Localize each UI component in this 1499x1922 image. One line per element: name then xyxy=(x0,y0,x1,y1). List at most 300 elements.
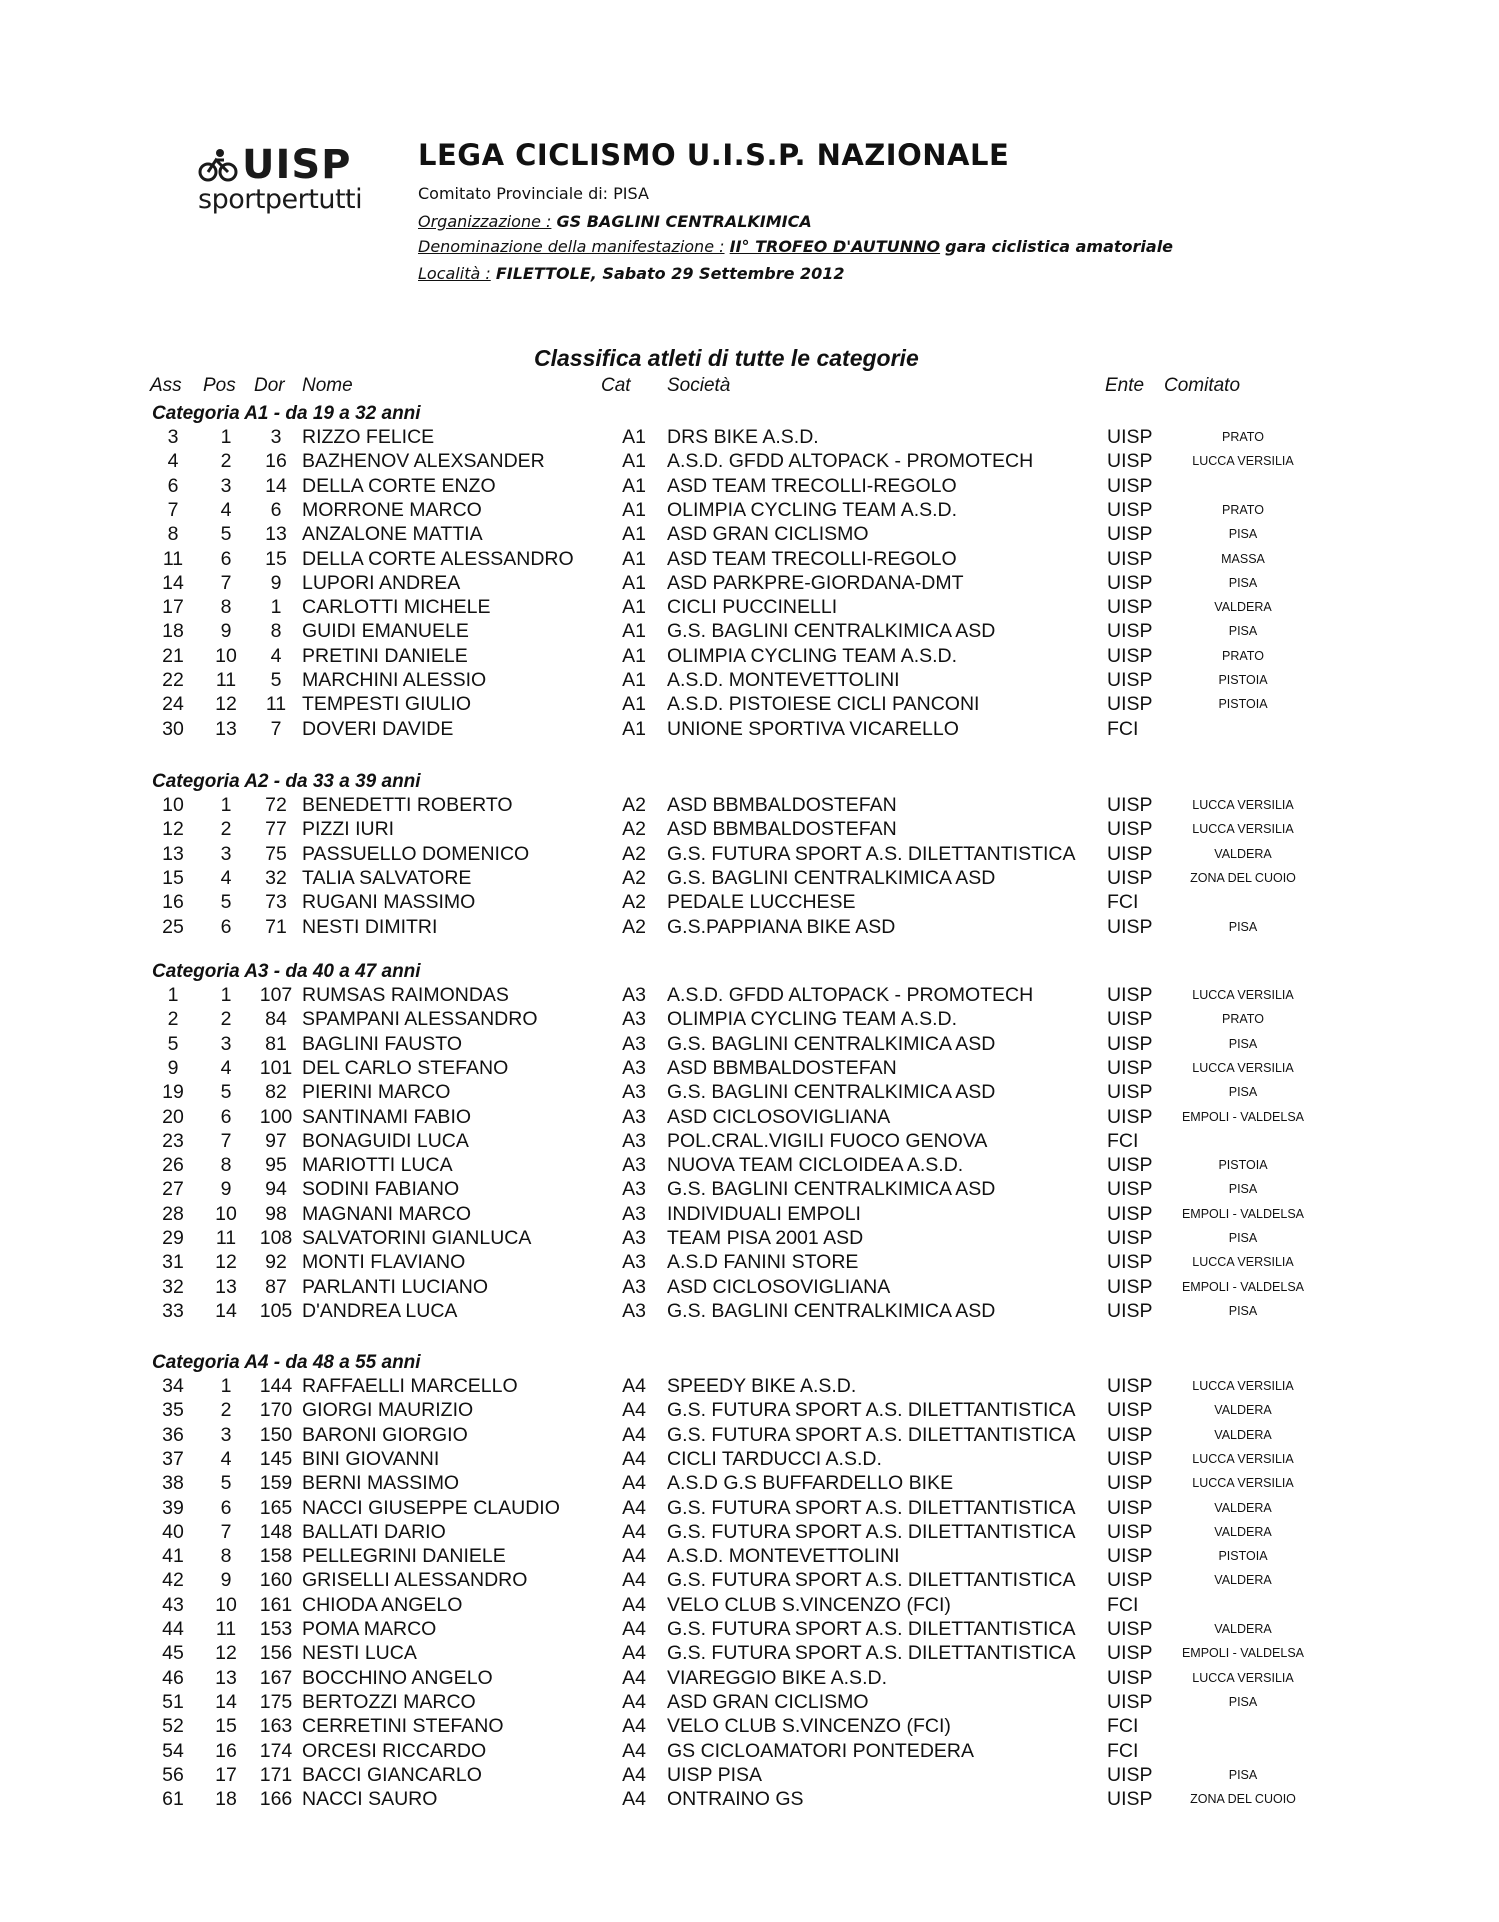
cell-nome: NESTI LUCA xyxy=(302,1642,417,1665)
table-row xyxy=(0,1423,1499,1447)
logo-tagline: sportpertutti xyxy=(198,184,363,215)
cell-dor: 150 xyxy=(259,1423,293,1446)
cell-societa: G.S. FUTURA SPORT A.S. DILETTANTISTICA xyxy=(667,1496,1076,1519)
cell-societa: ASD TEAM TRECOLLI-REGOLO xyxy=(667,474,957,497)
denominazione-value: II° TROFEO D'AUTUNNO xyxy=(729,237,941,256)
cell-ente: UISP xyxy=(1107,1399,1153,1422)
cell-dor: 5 xyxy=(270,669,282,691)
cell-ass: 1 xyxy=(167,984,179,1006)
table-row xyxy=(0,1641,1499,1665)
table-row xyxy=(0,793,1499,817)
cell-ente: UISP xyxy=(1107,1763,1153,1786)
cell-pos: 8 xyxy=(220,1545,232,1568)
col-pos: Pos xyxy=(203,375,236,396)
cell-nome: DOVERI DAVIDE xyxy=(302,717,454,740)
cell-ente: UISP xyxy=(1107,1520,1153,1543)
organizzazione-label: Organizzazione : xyxy=(418,212,552,231)
cell-dor: 1 xyxy=(270,596,282,619)
cell-cat: A4 xyxy=(622,1496,646,1519)
cell-comitato: LUCCA VERSILIA xyxy=(1192,1379,1294,1393)
cell-ass: 38 xyxy=(162,1472,184,1495)
cell-pos: 8 xyxy=(220,1154,232,1177)
cell-ass: 56 xyxy=(162,1763,184,1786)
cell-cat: A4 xyxy=(622,1666,646,1689)
cell-ass: 9 xyxy=(167,1056,179,1079)
cell-dor: 171 xyxy=(259,1763,293,1786)
cell-pos: 9 xyxy=(220,1178,232,1201)
cell-dor: 7 xyxy=(270,717,282,740)
cell-ass: 16 xyxy=(162,891,184,914)
cell-ass: 46 xyxy=(162,1666,184,1689)
category-header: Categoria A4 - da 48 a 55 anni xyxy=(152,1352,421,1373)
cell-ass: 29 xyxy=(162,1227,184,1249)
table-row xyxy=(0,717,1499,741)
cell-pos: 11 xyxy=(215,1618,237,1640)
cell-ass: 34 xyxy=(162,1375,184,1397)
cell-cat: A3 xyxy=(622,1129,646,1152)
cell-cat: A3 xyxy=(622,1105,646,1128)
cell-cat: A1 xyxy=(622,669,646,691)
cell-nome: DELLA CORTE ENZO xyxy=(302,474,496,497)
cell-nome: SALVATORINI GIANLUCA xyxy=(302,1227,532,1249)
cell-ente: UISP xyxy=(1107,620,1153,643)
table-row xyxy=(0,1568,1499,1592)
localita-value: FILETTOLE, Sabato 29 Settembre 2012 xyxy=(495,264,845,283)
col-ass: Ass xyxy=(150,375,182,396)
cell-nome: LUPORI ANDREA xyxy=(302,571,461,594)
cell-ente: FCI xyxy=(1107,1593,1139,1616)
table-row xyxy=(0,1690,1499,1714)
cell-cat: A4 xyxy=(622,1545,646,1568)
cell-comitato: PISTOIA xyxy=(1218,697,1268,712)
cell-pos: 16 xyxy=(215,1739,237,1762)
cell-dor: 100 xyxy=(259,1105,293,1128)
cell-dor: 77 xyxy=(265,818,287,841)
cell-pos: 17 xyxy=(215,1763,237,1786)
cell-pos: 9 xyxy=(220,1569,232,1592)
cell-cat: A4 xyxy=(622,1715,646,1738)
cell-cat: A4 xyxy=(622,1642,646,1665)
cell-ente: UISP xyxy=(1107,1202,1153,1225)
cell-cat: A3 xyxy=(622,1056,646,1079)
cell-societa: CICLI PUCCINELLI xyxy=(667,596,838,619)
table-row xyxy=(0,692,1499,716)
cell-societa: G.S. BAGLINI CENTRALKIMICA ASD xyxy=(667,1299,996,1322)
cell-pos: 15 xyxy=(215,1715,237,1738)
cell-ente: UISP xyxy=(1107,1008,1153,1031)
cell-ass: 52 xyxy=(162,1715,184,1738)
cell-nome: RUMSAS RAIMONDAS xyxy=(302,984,509,1006)
cell-nome: CARLOTTI MICHELE xyxy=(302,596,491,619)
cell-pos: 14 xyxy=(215,1690,237,1713)
cell-comitato: PRATO xyxy=(1222,648,1264,663)
cell-ente: UISP xyxy=(1107,1447,1153,1470)
cell-comitato: VALDERA xyxy=(1214,600,1272,615)
cell-cat: A1 xyxy=(622,717,646,740)
table-row xyxy=(0,1374,1499,1398)
cell-dor: 101 xyxy=(259,1056,293,1079)
cell-comitato: PRATO xyxy=(1222,1012,1264,1027)
cell-cat: A3 xyxy=(622,1251,646,1274)
cell-cat: A4 xyxy=(622,1618,646,1640)
table-row xyxy=(0,1666,1499,1690)
cell-societa: G.S.PAPPIANA BIKE ASD xyxy=(667,915,896,938)
table-row xyxy=(0,668,1499,692)
cell-societa: G.S. BAGLINI CENTRALKIMICA ASD xyxy=(667,1081,996,1104)
table-row xyxy=(0,1080,1499,1104)
cell-ass: 6 xyxy=(167,474,179,497)
cell-dor: 165 xyxy=(259,1496,293,1519)
cell-dor: 87 xyxy=(265,1275,287,1298)
table-row xyxy=(0,1763,1499,1787)
table-row xyxy=(0,915,1499,939)
cell-dor: 148 xyxy=(259,1520,293,1543)
table-row xyxy=(0,1398,1499,1422)
table-row xyxy=(0,1520,1499,1544)
cell-pos: 13 xyxy=(215,1275,237,1298)
cell-pos: 12 xyxy=(215,1642,237,1665)
cell-comitato: EMPOLI - VALDELSA xyxy=(1181,1206,1305,1221)
cell-societa: VIAREGGIO BIKE A.S.D. xyxy=(667,1666,887,1689)
cell-ass: 19 xyxy=(162,1081,184,1104)
cell-pos: 1 xyxy=(220,794,232,816)
cell-nome: SPAMPANI ALESSANDRO xyxy=(302,1008,538,1031)
cell-ass: 31 xyxy=(162,1251,184,1274)
cell-ass: 12 xyxy=(162,818,184,841)
table-row xyxy=(0,1739,1499,1763)
cell-societa: VELO CLUB S.VINCENZO (FCI) xyxy=(667,1715,951,1738)
cell-cat: A2 xyxy=(622,794,646,816)
cell-nome: RUGANI MASSIMO xyxy=(302,891,476,914)
cell-comitato: PISA xyxy=(1228,1085,1258,1100)
cell-comitato: PISA xyxy=(1228,1303,1258,1318)
cell-pos: 4 xyxy=(220,498,232,521)
cell-societa: ASD CICLOSOVIGLIANA xyxy=(667,1275,891,1298)
cell-nome: TALIA SALVATORE xyxy=(302,866,472,889)
cell-ass: 4 xyxy=(167,450,179,473)
cell-nome: PIZZI IURI xyxy=(302,818,395,841)
cell-societa: ASD BBMBALDOSTEFAN xyxy=(667,1056,897,1079)
cell-societa: PEDALE LUCCHESE xyxy=(667,891,856,914)
cell-ass: 41 xyxy=(162,1545,184,1568)
cell-ente: UISP xyxy=(1107,1178,1153,1201)
table-row xyxy=(0,547,1499,571)
cell-ass: 14 xyxy=(162,571,184,594)
cell-pos: 6 xyxy=(220,1105,232,1128)
cell-cat: A4 xyxy=(622,1520,646,1543)
cell-ente: UISP xyxy=(1107,426,1153,448)
cell-comitato: EMPOLI - VALDELSA xyxy=(1181,1646,1305,1661)
cell-nome: MARIOTTI LUCA xyxy=(302,1154,453,1177)
cell-ass: 44 xyxy=(162,1618,184,1640)
cell-societa: ASD GRAN CICLISMO xyxy=(667,1690,869,1713)
cell-societa: G.S. BAGLINI CENTRALKIMICA ASD xyxy=(667,866,996,889)
cell-pos: 5 xyxy=(220,523,232,546)
cell-pos: 1 xyxy=(220,984,232,1006)
cell-comitato: LUCCA VERSILIA xyxy=(1192,798,1294,812)
cell-pos: 5 xyxy=(220,1472,232,1495)
cell-societa: G.S. FUTURA SPORT A.S. DILETTANTISTICA xyxy=(667,1399,1076,1422)
cell-societa: TEAM PISA 2001 ASD xyxy=(667,1227,864,1249)
cell-dor: 16 xyxy=(265,450,287,473)
cell-ente: FCI xyxy=(1107,891,1139,914)
cell-nome: BONAGUIDI LUCA xyxy=(302,1129,469,1152)
cell-dor: 144 xyxy=(259,1375,293,1397)
cell-comitato: PISTOIA xyxy=(1218,1549,1268,1564)
cell-pos: 5 xyxy=(220,891,232,914)
cell-nome: PRETINI DANIELE xyxy=(302,644,468,667)
col-societa: Società xyxy=(667,375,731,396)
cell-dor: 161 xyxy=(259,1593,293,1616)
cell-dor: 160 xyxy=(259,1569,293,1592)
cell-ente: UISP xyxy=(1107,1690,1153,1713)
cell-ente: UISP xyxy=(1107,669,1153,691)
cell-societa: G.S. FUTURA SPORT A.S. DILETTANTISTICA xyxy=(667,842,1076,865)
cell-dor: 163 xyxy=(259,1715,293,1738)
cell-comitato: PISA xyxy=(1228,1231,1258,1245)
cell-pos: 4 xyxy=(220,1056,232,1079)
cell-pos: 18 xyxy=(215,1788,237,1811)
cell-societa: A.S.D. MONTEVETTOLINI xyxy=(667,1545,900,1568)
cell-dor: 32 xyxy=(265,866,287,889)
cell-dor: 153 xyxy=(259,1618,293,1640)
cell-cat: A2 xyxy=(622,891,646,914)
cell-dor: 94 xyxy=(265,1178,287,1201)
cell-ass: 23 xyxy=(162,1129,184,1152)
cell-ass: 17 xyxy=(162,596,184,619)
cell-ass: 22 xyxy=(162,669,184,691)
cell-pos: 12 xyxy=(215,1251,237,1274)
cell-pos: 10 xyxy=(215,1202,237,1225)
table-row xyxy=(0,474,1499,498)
cell-cat: A2 xyxy=(622,818,646,841)
cell-nome: PIERINI MARCO xyxy=(302,1081,451,1104)
cell-ass: 10 xyxy=(162,794,184,816)
cell-ass: 2 xyxy=(167,1008,179,1031)
cell-ass: 20 xyxy=(162,1105,184,1128)
cell-pos: 13 xyxy=(215,1666,237,1689)
table-row xyxy=(0,842,1499,866)
cell-comitato: MASSA xyxy=(1221,551,1265,566)
cell-comitato: LUCCA VERSILIA xyxy=(1192,1060,1294,1075)
cell-dor: 3 xyxy=(270,426,282,448)
cell-pos: 7 xyxy=(220,1520,232,1543)
cell-cat: A4 xyxy=(622,1569,646,1592)
cell-ass: 7 xyxy=(167,498,179,521)
table-row xyxy=(0,1275,1499,1299)
table-row xyxy=(0,1226,1499,1250)
cell-cat: A3 xyxy=(622,1275,646,1298)
cell-comitato: PISA xyxy=(1228,1767,1258,1782)
cell-comitato: VALDERA xyxy=(1214,1427,1272,1442)
cell-cat: A1 xyxy=(622,523,646,546)
cell-ente: UISP xyxy=(1107,1081,1153,1104)
cell-ente: UISP xyxy=(1107,1032,1153,1055)
cell-pos: 10 xyxy=(215,1593,237,1616)
table-row xyxy=(0,1299,1499,1323)
cell-ass: 26 xyxy=(162,1154,184,1177)
cell-nome: GRISELLI ALESSANDRO xyxy=(302,1569,528,1592)
cell-societa: G.S. BAGLINI CENTRALKIMICA ASD xyxy=(667,1178,996,1201)
cell-ass: 8 xyxy=(167,523,179,546)
cell-societa: NUOVA TEAM CICLOIDEA A.S.D. xyxy=(667,1154,964,1177)
cell-ass: 43 xyxy=(162,1593,184,1616)
cell-ente: FCI xyxy=(1107,1739,1139,1762)
cell-dor: 73 xyxy=(265,891,287,914)
cell-ente: UISP xyxy=(1107,1788,1153,1811)
cell-cat: A1 xyxy=(622,498,646,521)
cell-comitato: EMPOLI - VALDELSA xyxy=(1181,1109,1305,1124)
denominazione-label: Denominazione della manifestazione : xyxy=(418,237,725,256)
cell-societa: G.S. FUTURA SPORT A.S. DILETTANTISTICA xyxy=(667,1618,1076,1640)
table-row xyxy=(0,1105,1499,1129)
cell-societa: G.S. FUTURA SPORT A.S. DILETTANTISTICA xyxy=(667,1423,1076,1446)
cell-comitato: VALDERA xyxy=(1214,1403,1272,1418)
cell-nome: BERNI MASSIMO xyxy=(302,1472,460,1495)
cell-nome: CERRETINI STEFANO xyxy=(302,1715,504,1738)
cell-ass: 24 xyxy=(162,693,184,716)
localita-label: Località : xyxy=(418,264,491,283)
cell-dor: 8 xyxy=(270,620,282,643)
cell-ass: 30 xyxy=(162,717,184,740)
cell-comitato: PISA xyxy=(1228,527,1258,542)
cell-dor: 159 xyxy=(259,1472,293,1495)
cell-ente: FCI xyxy=(1107,717,1139,740)
cell-pos: 6 xyxy=(220,547,232,570)
table-row xyxy=(0,1202,1499,1226)
cell-cat: A4 xyxy=(622,1423,646,1446)
cell-societa: INDIVIDUALI EMPOLI xyxy=(667,1202,861,1225)
cell-ente: UISP xyxy=(1107,1472,1153,1495)
cell-dor: 107 xyxy=(259,984,293,1006)
cell-pos: 10 xyxy=(215,644,237,667)
cell-societa: ASD CICLOSOVIGLIANA xyxy=(667,1105,891,1128)
cell-nome: BERTOZZI MARCO xyxy=(302,1690,476,1713)
cell-nome: BARONI GIORGIO xyxy=(302,1423,468,1446)
cell-ente: FCI xyxy=(1107,1715,1139,1738)
cell-cat: A3 xyxy=(622,1154,646,1177)
cell-cat: A1 xyxy=(622,571,646,594)
cell-ente: UISP xyxy=(1107,984,1153,1006)
cell-societa: UNIONE SPORTIVA VICARELLO xyxy=(667,717,959,740)
cell-ente: UISP xyxy=(1107,818,1153,841)
cell-nome: POMA MARCO xyxy=(302,1618,437,1640)
cell-ass: 21 xyxy=(162,644,184,667)
cell-societa: G.S. BAGLINI CENTRALKIMICA ASD xyxy=(667,1032,996,1055)
table-row xyxy=(0,619,1499,643)
cell-ente: UISP xyxy=(1107,474,1153,497)
cell-comitato: PRATO xyxy=(1222,430,1264,444)
cell-pos: 1 xyxy=(220,1375,232,1397)
table-row xyxy=(0,644,1499,668)
cell-nome: NESTI DIMITRI xyxy=(302,915,438,938)
cell-dor: 108 xyxy=(259,1227,293,1249)
category-header: Categoria A2 - da 33 a 39 anni xyxy=(152,771,421,792)
cell-cat: A3 xyxy=(622,984,646,1006)
denominazione-line xyxy=(418,237,1173,256)
cell-dor: 4 xyxy=(270,644,282,667)
cell-dor: 9 xyxy=(270,571,282,594)
cell-pos: 5 xyxy=(220,1081,232,1104)
cell-societa: A.S.D G.S BUFFARDELLO BIKE xyxy=(667,1472,954,1495)
cell-cat: A1 xyxy=(622,474,646,497)
cell-pos: 13 xyxy=(215,717,237,740)
table-row xyxy=(0,890,1499,914)
cell-cat: A4 xyxy=(622,1763,646,1786)
cell-pos: 6 xyxy=(220,1496,232,1519)
cell-ente: UISP xyxy=(1107,571,1153,594)
cell-dor: 95 xyxy=(265,1154,287,1177)
cell-ente: UISP xyxy=(1107,1275,1153,1298)
table-row xyxy=(0,1617,1499,1641)
cell-dor: 82 xyxy=(265,1081,287,1104)
cell-societa: G.S. FUTURA SPORT A.S. DILETTANTISTICA xyxy=(667,1520,1076,1543)
cell-ente: UISP xyxy=(1107,1569,1153,1592)
cell-nome: BAGLINI FAUSTO xyxy=(302,1032,463,1055)
cell-pos: 9 xyxy=(220,620,232,643)
cell-nome: BAZHENOV ALEXSANDER xyxy=(302,450,545,473)
cell-societa: OLIMPIA CYCLING TEAM A.S.D. xyxy=(667,644,958,667)
cell-societa: VELO CLUB S.VINCENZO (FCI) xyxy=(667,1593,951,1616)
cell-comitato: VALDERA xyxy=(1214,846,1272,861)
cell-dor: 81 xyxy=(265,1032,287,1055)
cell-pos: 8 xyxy=(220,596,232,619)
cell-comitato: LUCCA VERSILIA xyxy=(1192,988,1294,1002)
cell-nome: MORRONE MARCO xyxy=(302,498,482,521)
cell-cat: A3 xyxy=(622,1227,646,1249)
cell-ente: UISP xyxy=(1107,866,1153,889)
cell-nome: CHIODA ANGELO xyxy=(302,1593,463,1616)
cell-cat: A1 xyxy=(622,596,646,619)
denominazione-rest: gara ciclistica amatoriale xyxy=(945,237,1174,256)
cell-ente: UISP xyxy=(1107,1227,1153,1249)
cell-dor: 158 xyxy=(259,1545,293,1568)
cell-ass: 36 xyxy=(162,1423,184,1446)
cell-pos: 7 xyxy=(220,1129,232,1152)
cell-nome: GIORGI MAURIZIO xyxy=(302,1399,474,1422)
category-header: Categoria A1 - da 19 a 32 anni xyxy=(152,403,421,424)
cell-comitato: PISA xyxy=(1228,1036,1258,1051)
cell-ass: 15 xyxy=(162,866,184,889)
cell-societa: CICLI TARDUCCI A.S.D. xyxy=(667,1447,882,1470)
cell-pos: 3 xyxy=(220,1423,232,1446)
table-row xyxy=(0,522,1499,546)
cell-pos: 6 xyxy=(220,915,232,938)
table-row xyxy=(0,571,1499,595)
comitato-line: Comitato Provinciale di: PISA xyxy=(418,184,649,203)
table-row xyxy=(0,449,1499,473)
cell-comitato: EMPOLI - VALDELSA xyxy=(1181,1279,1305,1294)
cell-cat: A3 xyxy=(622,1299,646,1322)
cell-cat: A4 xyxy=(622,1399,646,1422)
cell-dor: 92 xyxy=(265,1251,287,1274)
cell-comitato: PRATO xyxy=(1222,502,1264,517)
col-nome: Nome xyxy=(302,375,353,396)
table-row xyxy=(0,1544,1499,1568)
cell-nome: DELLA CORTE ALESSANDRO xyxy=(302,547,574,570)
cell-cat: A4 xyxy=(622,1447,646,1470)
cell-ass: 32 xyxy=(162,1275,184,1298)
cell-nome: TEMPESTI GIULIO xyxy=(302,693,472,716)
cell-dor: 145 xyxy=(259,1447,293,1470)
cell-dor: 15 xyxy=(265,547,287,570)
cell-comitato: VALDERA xyxy=(1214,1524,1272,1539)
cell-cat: A3 xyxy=(622,1081,646,1104)
cell-ass: 25 xyxy=(162,915,184,938)
cell-ass: 28 xyxy=(162,1202,184,1225)
cell-ente: UISP xyxy=(1107,794,1153,816)
cell-ass: 5 xyxy=(167,1032,179,1055)
